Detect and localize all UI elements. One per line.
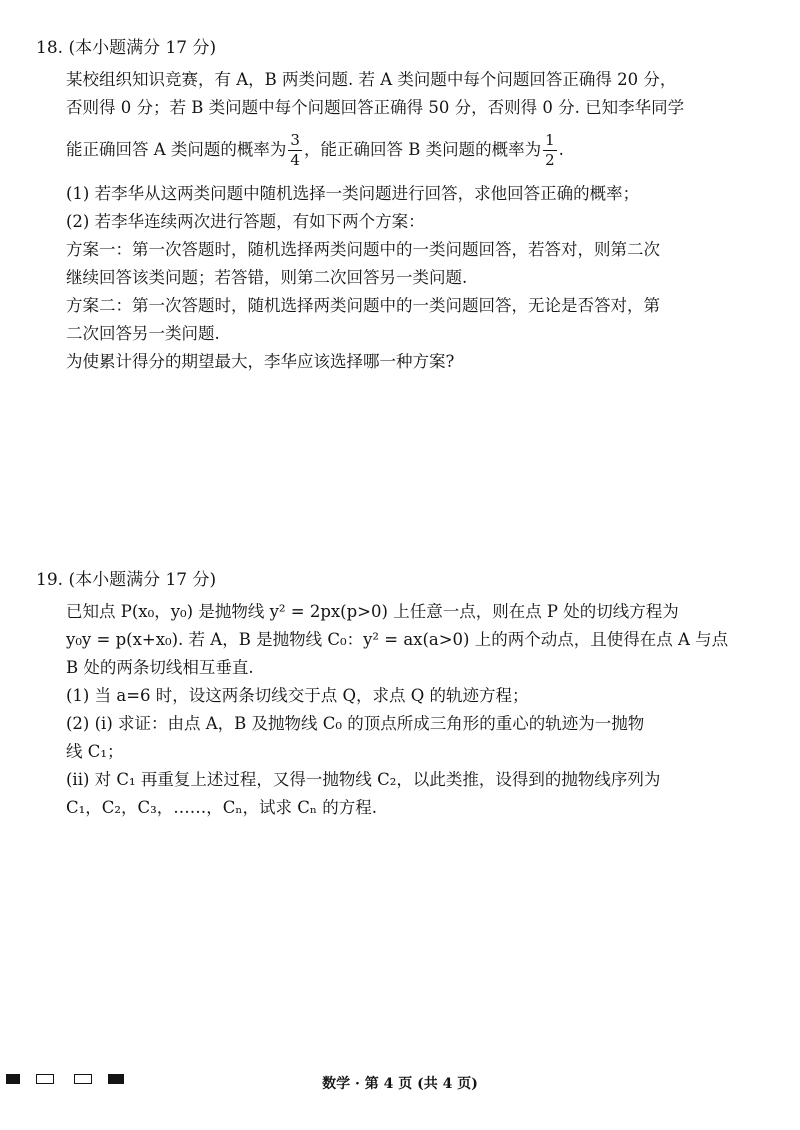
page-footer: 数学 · 第 4 页 (共 4 页) <box>322 1076 478 1092</box>
problem-19-line-1: 已知点 P(x₀，y₀) 是抛物线 y² = 2px(p>0) 上任意一点，则在点 P 处的切线方程为 <box>66 602 679 621</box>
problem-19-part-2-ii-line-2: C₁，C₂，C₃，……，Cₙ，试求 Cₙ 的方程. <box>66 798 377 817</box>
problem-18-header: 18. (本小题满分 17 分) <box>36 38 217 58</box>
fraction-three-quarters <box>288 131 302 170</box>
problem-18-line-1: 某校组织知识竞赛，有 A，B 两类问题. 若 A 类问题中每个问题回答正确得 20 分， <box>66 70 677 89</box>
fraction-numerator: 3 <box>290 131 300 149</box>
problem-18-plan-2-line-2: 二次回答另一类问题. <box>66 324 220 343</box>
problem-18-plan-1-line-1: 方案一：第一次答题时，随机选择两类问题中的一类问题回答，若答对，则第二次 <box>66 240 660 259</box>
problem-19-line-3: B 处的两条切线相互垂直. <box>66 658 254 677</box>
problem-18-question: 为使累计得分的期望最大，李华应该选择哪一种方案? <box>66 352 455 371</box>
problem-18-part-2: (2) 若李华连续两次进行答题，有如下两个方案： <box>66 212 425 231</box>
problem-18-line-3 <box>36 124 766 176</box>
problem-19-line-2: y₀y = p(x+x₀). 若 A，B 是抛物线 C₀：y² = ax(a>0) 上的两个动点，且使得在点 A 与点 <box>66 630 729 649</box>
problem-19-part-1: (1) 当 a=6 时，设这两条切线交于点 Q，求点 Q 的轨迹方程； <box>66 686 529 705</box>
problem-19 <box>36 568 766 822</box>
fraction-denominator: 2 <box>545 151 555 169</box>
problem-18-plan-2-line-1: 方案二：第一次答题时，随机选择两类问题中的一类问题回答，无论是否答对，第 <box>66 296 660 315</box>
problem-18-line-3-text-a: 能正确回答 A 类问题的概率为 <box>66 140 287 159</box>
problem-19-part-2-ii-line-1: (ii) 对 C₁ 再重复上述过程，又得一抛物线 C₂，以此类推，设得到的抛物线序列为 <box>66 770 661 789</box>
problem-19-part-2-i-line-2: 线 C₁； <box>66 742 124 761</box>
problem-19-part-2-i-line-1: (2) (i) 求证：由点 A，B 及抛物线 C₀ 的顶点所成三角形的重心的轨迹为一抛物 <box>66 714 645 733</box>
problem-19-header: 19. (本小题满分 17 分) <box>36 570 217 590</box>
fraction-numerator: 1 <box>545 131 555 149</box>
fraction-one-half <box>543 131 557 170</box>
problem-18-line-2: 否则得 0 分；若 B 类问题中每个问题回答正确得 50 分，否则得 0 分. 已知李华同学 <box>66 98 685 117</box>
problem-18-part-1: (1) 若李华从这两类问题中随机选择一类问题进行回答，求他回答正确的概率； <box>66 184 640 203</box>
fraction-denominator: 4 <box>290 151 300 169</box>
problem-18 <box>36 36 766 376</box>
problem-18-line-3-text-b: ，能正确回答 B 类问题的概率为 <box>303 140 542 159</box>
problem-18-plan-1-line-2: 继续回答该类问题；若答错，则第二次回答另一类问题. <box>66 268 468 287</box>
problem-18-line-3-text-c: . <box>558 140 564 159</box>
